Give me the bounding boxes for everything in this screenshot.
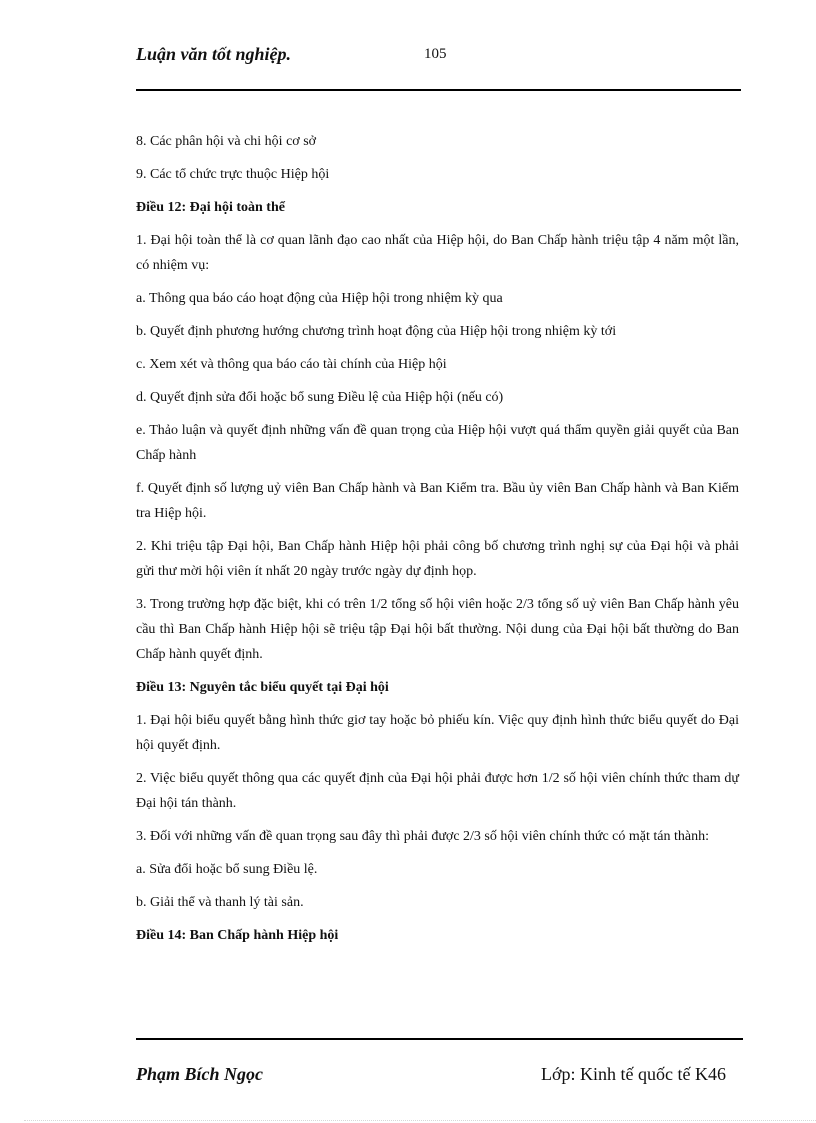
paragraph: 9. Các tổ chức trực thuộc Hiệp hội <box>136 167 330 182</box>
header-title: Luận văn tốt nghiệp. <box>136 44 292 64</box>
page-edge-divider <box>24 1120 816 1121</box>
paragraph: b. Quyết định phương hướng chương trình hoạt động của Hiệp hội trong nhiệm kỳ tới <box>136 324 617 339</box>
article-heading: Điều 14: Ban Chấp hành Hiệp hội <box>136 928 339 943</box>
page-content <box>136 129 739 956</box>
paragraph: 2. Khi triệu tập Đại hội, Ban Chấp hành Hiệp hội phải công bố chương trình nghị sự của Đại hội và phải gửi thư mời hội viên ít nhất 20 ngày trước ngày dự định họp. <box>136 539 739 579</box>
footer-author: Phạm Bích Ngọc <box>136 1064 264 1084</box>
paragraph: 3. Đối với những vấn đề quan trọng sau đây thì phải được 2/3 số hội viên chính thức có mặt tán thành: <box>136 829 709 844</box>
paragraph: c. Xem xét và thông qua báo cáo tài chính của Hiệp hội <box>136 357 447 372</box>
paragraph: 1. Đại hội biểu quyết bằng hình thức giơ tay hoặc bỏ phiếu kín. Việc quy định hình thức biểu quyết do Đại hội quyết định. <box>136 713 739 753</box>
article-heading: Điều 13: Nguyên tắc biểu quyết tại Đại hội <box>136 680 389 695</box>
paragraph: 2. Việc biểu quyết thông qua các quyết định của Đại hội phải được hơn 1/2 số hội viên chính thức tham dự Đại hội tán thành. <box>136 771 739 811</box>
paragraph: f. Quyết định số lượng uỷ viên Ban Chấp hành và Ban Kiểm tra. Bầu ủy viên Ban Chấp hành và Ban Kiểm tra Hiệp hội. <box>136 481 739 521</box>
paragraph: a. Thông qua báo cáo hoạt động của Hiệp hội trong nhiệm kỳ qua <box>136 291 503 306</box>
paragraph: b. Giải thể và thanh lý tài sản. <box>136 895 304 910</box>
paragraph: d. Quyết định sửa đổi hoặc bổ sung Điều lệ của Hiệp hội (nếu có) <box>136 390 504 405</box>
page-number: 105 <box>424 46 447 62</box>
paragraph: 8. Các phân hội và chi hội cơ sở <box>136 134 317 149</box>
article-heading: Điều 12: Đại hội toàn thể <box>136 200 285 215</box>
paragraph: 3. Trong trường hợp đặc biệt, khi có trên 1/2 tổng số hội viên hoặc 2/3 tổng số uỷ viên Ban Chấp hành yêu cầu thì Ban Chấp hành Hiệp hội sẽ triệu tập Đại hội bất thường. Nội dung của Đại hội bất thường do Ban Chấp hành quyết định. <box>136 597 739 662</box>
header-rule <box>136 89 741 91</box>
footer-class-label: Lớp: Kinh tế quốc tế K46 <box>541 1064 726 1084</box>
paragraph: a. Sửa đổi hoặc bổ sung Điều lệ. <box>136 862 318 877</box>
paragraph: e. Thảo luận và quyết định những vấn đề quan trọng của Hiệp hội vượt quá thẩm quyền giải quyết của Ban Chấp hành <box>136 423 739 463</box>
footer-rule <box>136 1038 743 1040</box>
paragraph: 1. Đại hội toàn thể là cơ quan lãnh đạo cao nhất của Hiệp hội, do Ban Chấp hành triệu tập 4 năm một lần, có nhiệm vụ: <box>136 233 739 273</box>
